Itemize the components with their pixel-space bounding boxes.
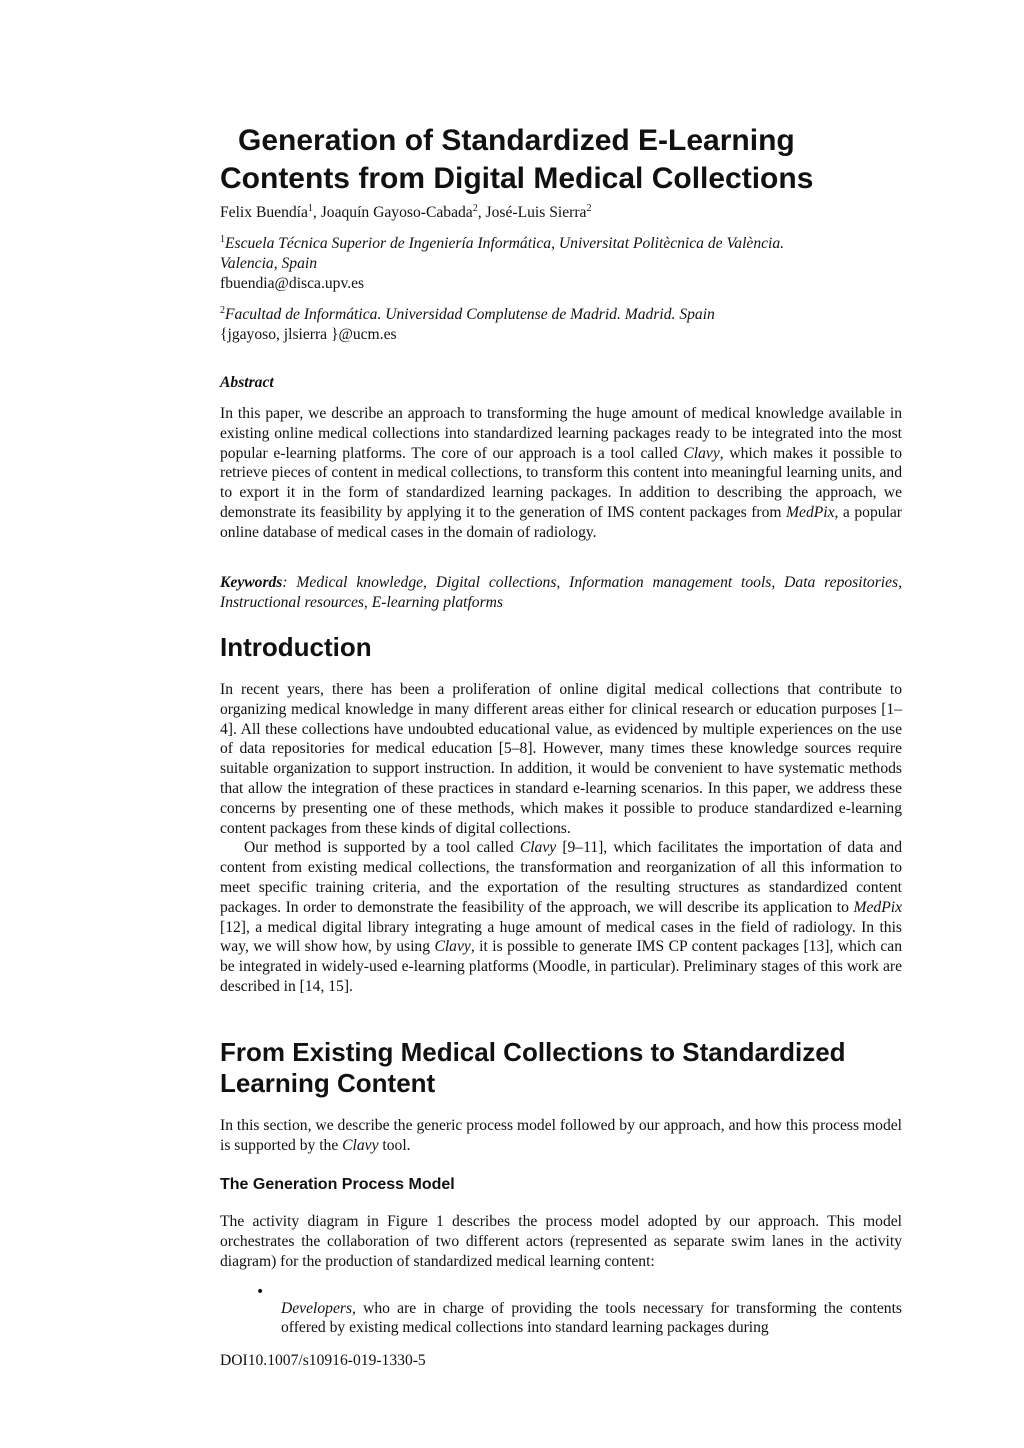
- introduction-body: [220, 680, 902, 997]
- keywords-block: [220, 573, 902, 613]
- affiliation-line: Valencia, Spain: [220, 254, 318, 272]
- intro-paragraph-2: Our method is supported by a tool called Clavy [9–11], which facilitates the importation of data and content from existing medical collections, the transformation and reorganization of all this information to meet specific training criteria, and the exportation of the resulting structures as standardized content packages. In order to demonstrate the feasibility of the approach, we will describe its application to MedPix [12], a medical digital library integrating a huge amount of medical cases in the field of radiology. In this way, we will show how, by using Clavy, it is possible to generate IMS CP content packages [13], which can be integrated in widely-used e-learning platforms (Moodle, in particular). Preliminary stages of this work are described in [14, 15].: [220, 839, 902, 995]
- abstract-text: , a popular online database of medical cases in the domain of radiology.: [220, 503, 902, 541]
- doi-footer: [220, 1352, 902, 1370]
- intro-clavy: Clavy: [434, 938, 471, 956]
- title-line-2: Contents from Digital Medical Collections: [220, 162, 814, 195]
- subsection-heading-block: [220, 1175, 902, 1195]
- abstract-heading: Abstract: [220, 374, 274, 391]
- author-name: Felix Buendía: [220, 204, 308, 221]
- author-affiliation-mark: 2: [472, 202, 478, 214]
- section-heading: From Existing Medical Collections to Standardized Learning Content: [220, 1037, 846, 1098]
- intro-medpix: MedPix: [853, 898, 902, 916]
- intro-clavy: Clavy: [519, 839, 557, 857]
- section2-clavy: Clavy: [342, 1136, 379, 1154]
- abstract-text: In this paper, we describe an approach to transforming the huge amount of medical knowledge available in existing online medical collections into standardized learning packages ready to be integrated into the most popular e-learning platforms. The core of our approach is a tool called: [220, 405, 902, 462]
- keywords-label: Keywords: [220, 574, 283, 591]
- abstract-heading-block: [220, 374, 902, 392]
- bullet-term: Developers: [281, 1299, 353, 1317]
- section2-body: In this section, we describe the generic process model followed by our approach, and how this process model is supported by the Clavy tool.: [220, 1117, 902, 1154]
- author-list: Felix Buendía$^1$, Joaquín Gayoso-Cabada$^2$, José-Luis Sierra$^2$: [220, 202, 592, 221]
- title-line-1: Generation of Standardized E-Learning: [238, 124, 795, 157]
- author-affiliation-mark: 2: [586, 202, 592, 214]
- bullet-item: [220, 1283, 902, 1354]
- bullet-dot: •: [256, 1284, 265, 1300]
- introduction-heading: Introduction: [220, 632, 372, 662]
- affiliation-mark: 1: [220, 233, 225, 245]
- subsection-paragraph: The activity diagram in Figure 1 describes the process model adopted by our approach. This model orchestrates the collaboration of two different actors (represented as separate swim lanes in the activity diagram) for the production of standardized medical learning content:: [220, 1213, 902, 1270]
- author-name: Joaquín Gayoso-Cabada: [320, 204, 473, 221]
- affiliation-line: Facultad de Informática. Universidad Complutense de Madrid. Madrid. Spain: [225, 306, 715, 323]
- subsection-body: [220, 1212, 902, 1271]
- author-name: José-Luis Sierra: [485, 204, 587, 221]
- section2-heading-block: [220, 1037, 902, 1099]
- keywords-text: : Medical knowledge, Digital collections, Information management tools, Data repositories, Instructional resources, E-learning platforms: [220, 574, 902, 611]
- affiliation-1: [220, 234, 902, 293]
- bullet-text: Developers, who are in charge of providing the tools necessary for transforming the contents offered by existing medical collections into standard learning packages during: [281, 1299, 902, 1337]
- affiliation-line: Escuela Técnica Superior de Ingeniería Informática, Universitat Politècnica de València.: [225, 235, 785, 252]
- abstract-clavy: Clavy: [683, 444, 720, 462]
- subsection-heading: The Generation Process Model: [220, 1176, 455, 1193]
- paper-title: [220, 122, 902, 198]
- author-affiliation-mark: 1: [307, 202, 313, 214]
- abstract-body: [220, 404, 902, 543]
- intro-paragraph-1: In recent years, there has been a proliferation of online digital medical collections that contribute to organizing medical knowledge in many different areas either for clinical research or education purposes [1–4]. All these collections have undoubted educational value, as evidenced by multiple experiences on the use of data repositories for medical education [5–8]. However, many times these knowledge sources require suitable organization to support instruction. In addition, it would be convenient to have systematic methods that allow the integration of these practices in standard e-learning scenarios. In this paper, we address these concerns by presenting one of these methods, which makes it possible to produce standardized e-learning content packages from these kinds of digital collections.: [220, 681, 902, 837]
- affiliation-email: {jgayoso, jlsierra }@ucm.es: [220, 325, 397, 343]
- intro-heading-block: [220, 632, 902, 663]
- affiliation-2: [220, 305, 902, 345]
- affiliation-email: fbuendia@disca.upv.es: [220, 274, 365, 292]
- affiliation-mark: 2: [220, 304, 225, 316]
- abstract-text: , which makes it possible to retrieve pieces of content in medical collections, to transform this content into meaningful learning units, and to export it in the form of standardized learning packages. In addition to describing the approach, we demonstrate its feasibility by applying it to the generation of IMS content packages from: [220, 444, 902, 521]
- abstract-medpix: MedPix: [786, 503, 835, 521]
- doi-text: DOI10.1007/s10916-019-1330-5: [220, 1352, 426, 1369]
